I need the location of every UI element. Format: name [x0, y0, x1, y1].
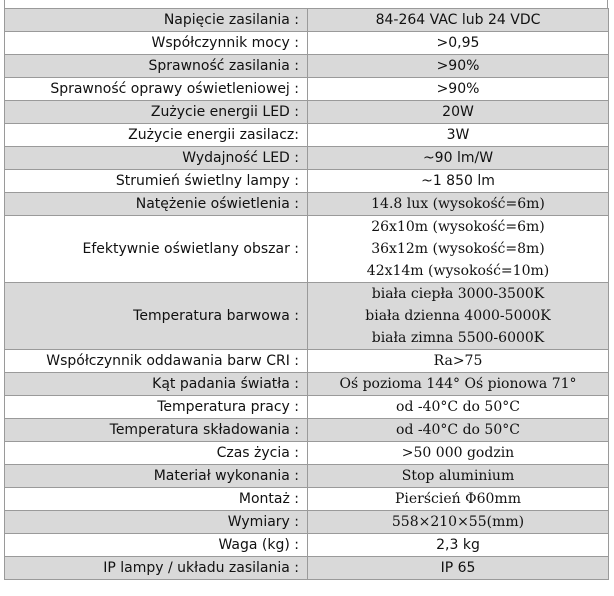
spec-value: IP 65: [308, 557, 609, 580]
table-row: [5, 193, 609, 216]
spec-value: 3W: [308, 124, 609, 147]
table-top-edge: [4, 0, 608, 8]
spec-value-line: biała ciepła 3000-3500K: [371, 286, 545, 302]
table-row: [5, 511, 609, 534]
spec-value-line: biała dzienna 4000-5000K: [365, 308, 551, 324]
table-row: [5, 216, 609, 283]
table-row: [5, 396, 609, 419]
spec-value: [308, 283, 609, 350]
table-row: [5, 9, 609, 32]
spec-label: Zużycie energii LED :: [5, 101, 308, 124]
table-row: [5, 101, 609, 124]
table-row: [5, 534, 609, 557]
spec-label: Sprawność oprawy oświetleniowej :: [5, 78, 308, 101]
spec-value: Pierścień Φ60mm: [308, 488, 609, 511]
spec-value: 14.8 lux (wysokość=6m): [308, 193, 609, 216]
table-row: [5, 373, 609, 396]
spec-label: Zużycie energii zasilacz:: [5, 124, 308, 147]
spec-label: IP lampy / układu zasilania :: [5, 557, 308, 580]
table-row: [5, 442, 609, 465]
spec-label: Wymiary :: [5, 511, 308, 534]
table-row: [5, 557, 609, 580]
spec-value: 84-264 VAC lub 24 VDC: [308, 9, 609, 32]
spec-value: od -40°C do 50°C: [308, 419, 609, 442]
table-row: [5, 283, 609, 350]
spec-value: Oś pozioma 144° Oś pionowa 71°: [308, 373, 609, 396]
table-row: [5, 78, 609, 101]
spec-value: [308, 216, 609, 283]
table-row: [5, 32, 609, 55]
table-row: [5, 465, 609, 488]
table-row: [5, 488, 609, 511]
spec-label: Temperatura pracy :: [5, 396, 308, 419]
spec-label: Strumień świetlny lampy :: [5, 170, 308, 193]
spec-label: Montaż :: [5, 488, 308, 511]
spec-value: 2,3 kg: [308, 534, 609, 557]
spec-value: ~90 lm/W: [308, 147, 609, 170]
spec-label: Kąt padania światła :: [5, 373, 308, 396]
spec-value: od -40°C do 50°C: [308, 396, 609, 419]
spec-label: Wydajność LED :: [5, 147, 308, 170]
spec-value: ~1 850 lm: [308, 170, 609, 193]
spec-value: >0,95: [308, 32, 609, 55]
spec-label: Efektywnie oświetlany obszar :: [5, 216, 308, 283]
spec-label: Waga (kg) :: [5, 534, 308, 557]
spec-label: Sprawność zasilania :: [5, 55, 308, 78]
specification-table: [4, 8, 609, 580]
spec-value: >90%: [308, 55, 609, 78]
table-row: [5, 419, 609, 442]
table-row: [5, 147, 609, 170]
spec-value: Stop aluminium: [308, 465, 609, 488]
specification-table-body: [5, 9, 609, 580]
spec-label: Współczynnik mocy :: [5, 32, 308, 55]
table-row: [5, 170, 609, 193]
spec-value-line: biała zimna 5500-6000K: [371, 330, 545, 346]
table-row: [5, 350, 609, 373]
spec-label: Czas życia :: [5, 442, 308, 465]
spec-label: Natężenie oświetlenia :: [5, 193, 308, 216]
spec-value: >90%: [308, 78, 609, 101]
spec-label: Współczynnik oddawania barw CRI :: [5, 350, 308, 373]
spec-value-line: 26x10m (wysokość=6m): [371, 219, 545, 235]
table-row: [5, 124, 609, 147]
spec-value: 558×210×55(mm): [308, 511, 609, 534]
spec-value-line: 36x12m (wysokość=8m): [371, 241, 545, 257]
spec-value: >50 000 godzin: [308, 442, 609, 465]
spec-label: Materiał wykonania :: [5, 465, 308, 488]
spec-label: Napięcie zasilania :: [5, 9, 308, 32]
spec-value-line: 42x14m (wysokość=10m): [366, 263, 550, 279]
spec-value: 20W: [308, 101, 609, 124]
table-row: [5, 55, 609, 78]
spec-value: Ra>75: [308, 350, 609, 373]
spec-label: Temperatura składowania :: [5, 419, 308, 442]
spec-label: Temperatura barwowa :: [5, 283, 308, 350]
